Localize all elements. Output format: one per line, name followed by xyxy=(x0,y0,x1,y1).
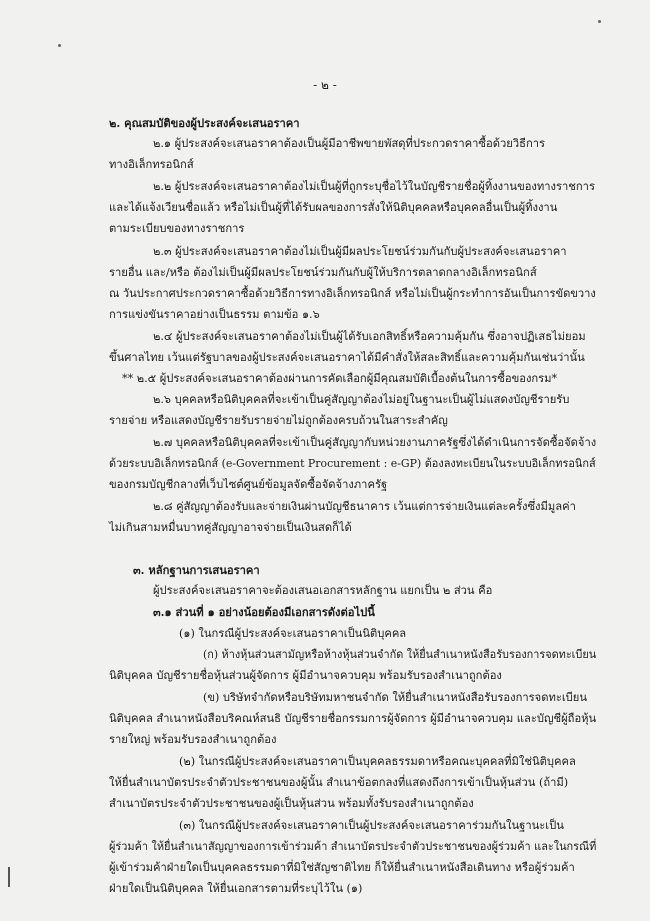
text-line: (ข) บริษัทจำกัดหรือบริษัทมหาชนจำกัด ให้ยื่นสำเนาหนังสือรับรองการจดทะเบียน xyxy=(203,691,587,704)
text-line: ๓.๑ ส่วนที่ ๑ อย่างน้อยต้องมีเอกสารดังต่อไปนี้ xyxy=(153,605,375,619)
text-line: ของกรมบัญชีกลางที่เว็บไซต์ศูนย์ข้อมูลจัดซื้อจัดจ้างภาครัฐ xyxy=(109,478,388,491)
text-line: ๓. หลักฐานการเสนอราคา xyxy=(133,563,260,577)
text-line: (๑) ในกรณีผู้ประสงค์จะเสนอราคาเป็นนิติบุคคล xyxy=(179,627,407,640)
scan-edge-mark xyxy=(8,867,10,887)
text-line: รายจ่าย หรือแสดงบัญชีรายรับรายจ่ายไม่ถูกต้องครบถ้วนในสาระสำคัญ xyxy=(109,414,448,427)
text-line: นิติบุคคล สำเนาหนังสือบริคณห์สนธิ บัญชีรายชื่อกรรมการผู้จัดการ ผู้มีอำนาจควบคุม และบัญชีผู้ถือหุ้น xyxy=(109,712,597,725)
text-line: (๓) ในกรณีผู้ประสงค์จะเสนอราคาเป็นผู้ประสงค์จะเสนอราคาร่วมกันในฐานะเป็น xyxy=(179,819,564,832)
text-line: (ก) ห้างหุ้นส่วนสามัญหรือห้างหุ้นส่วนจำกัด ให้ยื่นสำเนาหนังสือรับรองการจดทะเบียน xyxy=(203,648,597,661)
text-line: ** ๒.๕ ผู้ประสงค์จะเสนอราคาต้องผ่านการคัดเลือกผู้มีคุณสมบัติเบื้องต้นในการซื้อของกรม* xyxy=(122,372,558,385)
text-line: ฝ่ายใดเป็นนิติบุคคล ให้ยื่นเอกสารตามที่ระบุไว้ใน (๑) xyxy=(109,882,363,895)
text-line: ด้วยระบบอิเล็กทรอนิกส์ (e-Government Procurement : e-GP) ต้องลงทะเบียนในระบบอิเล็กทรอนิกส์ xyxy=(109,457,596,470)
text-line: ๒.๓ ผู้ประสงค์จะเสนอราคาต้องไม่เป็นผู้มีผลประโยชน์ร่วมกันกับผู้ประสงค์จะเสนอราคา xyxy=(153,245,567,258)
text-line: และได้แจ้งเวียนชื่อแล้ว หรือไม่เป็นผู้ที่ได้รับผลของการสั่งให้นิติบุคคลหรือบุคคลอื่นเป็นผู้ทิ้งงาน xyxy=(109,201,558,214)
text-line: สำเนาบัตรประจำตัวประชาชนของผู้เป็นหุ้นส่วน พร้อมทั้งรับรองสำเนาถูกต้อง xyxy=(109,797,474,810)
text-line: ณ วันประกาศประกวดราคาซื้อด้วยวิธีการทางอิเล็กทรอนิกส์ หรือไม่เป็นผู้กระทำการอันเป็นการขัดขวาง xyxy=(109,287,596,300)
text-line: ทางอิเล็กทรอนิกส์ xyxy=(109,158,194,171)
text-line: ให้ยื่นสำเนาบัตรประจำตัวประชาชนของผู้นั้น สำเนาข้อตกลงที่แสดงถึงการเข้าเป็นหุ้นส่วน (ถ้ามี) xyxy=(109,776,569,789)
text-line: ขึ้นศาลไทย เว้นแต่รัฐบาลของผู้ประสงค์จะเสนอราคาได้มีคำสั่งให้สละสิทธิ์และความคุ้มกันเช่นว่านั้น xyxy=(109,351,585,364)
page-number: - ๒ - xyxy=(313,78,337,92)
text-line: ๒.๒ ผู้ประสงค์จะเสนอราคาต้องไม่เป็นผู้ที่ถูกระบุชื่อไว้ในบัญชีรายชื่อผู้ทิ้งงานของทางราชการ xyxy=(153,180,595,193)
text-line: ผู้ร่วมค้า ให้ยื่นสำเนาสัญญาของการเข้าร่วมค้า สำเนาบัตรประจำตัวประชาชนของผู้ร่วมค้า และในกรณีที่ xyxy=(109,840,597,853)
text-line: ๒.๔ ผู้ประสงค์จะเสนอราคาต้องไม่เป็นผู้ได้รับเอกสิทธิ์หรือความคุ้มกัน ซึ่งอาจปฏิเสธไม่ยอม xyxy=(153,330,586,343)
text-line: ตามระเบียบของทางราชการ xyxy=(109,222,245,235)
scan-speck xyxy=(598,20,601,23)
text-line: ๒.๗ บุคคลหรือนิติบุคคลที่จะเข้าเป็นคู่สัญญากับหน่วยงานภาครัฐซึ่งได้ดำเนินการจัดซื้อจัดจ้าง xyxy=(153,436,597,449)
text-line: ๒.๖ บุคคลหรือนิติบุคคลที่จะเข้าเป็นคู่สัญญาต้องไม่อยู่ในฐานะเป็นผู้ไม่แสดงบัญชีรายรับ xyxy=(153,393,570,406)
text-line: ๒. คุณสมบัติของผู้ประสงค์จะเสนอราคา xyxy=(109,116,300,130)
text-line: ผู้ประสงค์จะเสนอราคาจะต้องเสนอเอกสารหลักฐาน แยกเป็น ๒ ส่วน คือ xyxy=(153,584,493,597)
text-line: การแข่งขันราคาอย่างเป็นธรรม ตามข้อ ๑.๖ xyxy=(109,308,320,321)
text-line: (๒) ในกรณีผู้ประสงค์จะเสนอราคาเป็นบุคคลธรรมดาหรือคณะบุคคลที่มิใช่นิติบุคคล xyxy=(179,755,576,768)
text-line: รายใหญ่ พร้อมรับรองสำเนาถูกต้อง xyxy=(109,733,277,746)
text-line: ผู้เข้าร่วมค้าฝ่ายใดเป็นบุคคลธรรมดาที่มิใช่สัญชาติไทย ก็ให้ยื่นสำเนาหนังสือเดินทาง หรือผู้ร่วมค้า xyxy=(109,861,575,874)
text-line: ๒.๑ ผู้ประสงค์จะเสนอราคาต้องเป็นผู้มีอาชีพขายพัสดุที่ประกวดราคาซื้อด้วยวิธีการ xyxy=(153,137,546,150)
text-line: นิติบุคคล บัญชีรายชื่อหุ้นส่วนผู้จัดการ ผู้มีอำนาจควบคุม พร้อมรับรองสำเนาถูกต้อง xyxy=(109,669,502,682)
text-line: ๒.๘ คู่สัญญาต้องรับและจ่ายเงินผ่านบัญชีธนาคาร เว้นแต่การจ่ายเงินแต่ละครั้งซึ่งมีมูลค่า xyxy=(153,500,576,513)
text-line: ไม่เกินสามหมื่นบาทคู่สัญญาอาจจ่ายเป็นเงินสดก็ได้ xyxy=(109,521,352,534)
text-line: รายอื่น และ/หรือ ต้องไม่เป็นผู้มีผลประโยชน์ร่วมกันกับผู้ให้บริการตลาดกลางอิเล็กทรอนิกส์ xyxy=(109,266,537,279)
scan-speck xyxy=(58,44,61,47)
